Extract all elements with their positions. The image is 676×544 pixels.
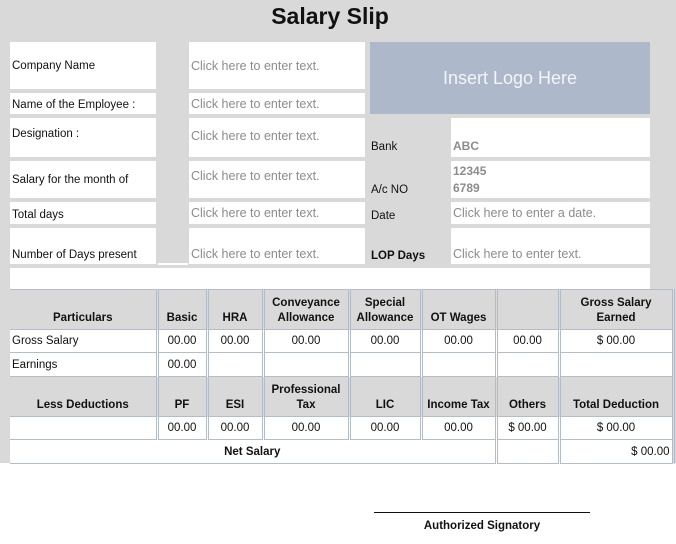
basic-value[interactable]: 00.00	[157, 330, 207, 353]
ot-wages-value[interactable]: 00.00	[421, 330, 496, 353]
cell[interactable]	[559, 353, 673, 377]
date-picker-input[interactable]: Click here to enter a date.	[451, 202, 650, 224]
salary-month-input[interactable]: Click here to enter text.	[189, 161, 365, 198]
row-label: Gross Salary	[10, 330, 157, 353]
label-salary-month: Salary for the month of	[10, 161, 156, 198]
deductions-row	[10, 417, 673, 440]
deductions-header-row	[10, 377, 673, 417]
header-blank	[496, 290, 559, 330]
header-professional-tax: Professional Tax	[263, 377, 349, 417]
hra-value[interactable]: 00.00	[207, 330, 263, 353]
spacer-row	[10, 268, 650, 289]
lic-value[interactable]: 00.00	[349, 417, 421, 440]
account-no-value[interactable]	[451, 161, 650, 198]
header-lic: LIC	[349, 377, 421, 417]
label-bank: Bank	[369, 118, 451, 157]
employee-name-input[interactable]: Click here to enter text.	[189, 93, 365, 114]
lop-days-input[interactable]: Click here to enter text.	[451, 228, 650, 264]
special-allowance-value[interactable]: 00.00	[349, 330, 421, 353]
header-pf: PF	[157, 377, 207, 417]
label-lop-days: LOP Days	[369, 228, 451, 264]
header-total-deduction: Total Deduction	[559, 377, 673, 417]
total-deduction-value: $ 00.00	[559, 417, 673, 440]
authorized-signatory-label: Authorized Signatory	[423, 520, 541, 532]
cell[interactable]	[496, 353, 559, 377]
label-designation: Designation :	[10, 118, 156, 157]
header-income-tax: Income Tax	[421, 377, 496, 417]
conveyance-value[interactable]: 00.00	[263, 330, 349, 353]
header-less-deductions: Less Deductions	[10, 377, 157, 417]
label-company-name: Company Name	[10, 42, 156, 89]
days-present-input[interactable]: Click here to enter text.	[189, 228, 365, 264]
other-earning-value[interactable]: 00.00	[496, 330, 559, 353]
professional-tax-value[interactable]: 00.00	[263, 417, 349, 440]
header-gross-salary-earned: Gross Salary Earned	[559, 290, 673, 330]
others-value[interactable]: $ 00.00	[496, 417, 559, 440]
header-hra: HRA	[207, 290, 263, 330]
cell[interactable]	[421, 353, 496, 377]
logo-placeholder[interactable]: Insert Logo Here	[370, 42, 650, 114]
designation-input[interactable]: Click here to enter text.	[189, 118, 365, 157]
divider	[158, 263, 188, 265]
salary-table	[10, 289, 675, 464]
earnings-row	[10, 353, 673, 377]
label-days-present: Number of Days present	[10, 228, 156, 264]
total-days-input[interactable]: Click here to enter text.	[189, 202, 365, 224]
label-date: Date	[369, 202, 451, 224]
company-name-input[interactable]: Click here to enter text.	[189, 42, 365, 89]
page-title: Salary Slip	[271, 3, 389, 29]
pf-value[interactable]: 00.00	[157, 417, 207, 440]
header-esi: ESI	[207, 377, 263, 417]
row-label	[10, 417, 157, 440]
esi-value[interactable]: 00.00	[207, 417, 263, 440]
net-salary-value: $ 00.00	[559, 440, 673, 464]
header-ot-wages: OT Wages	[421, 290, 496, 330]
earnings-basic-value[interactable]: 00.00	[157, 353, 207, 377]
signature-line	[374, 512, 590, 513]
gross-salary-row	[10, 330, 673, 353]
cell[interactable]	[349, 353, 421, 377]
header-others: Others	[496, 377, 559, 417]
gross-salary-earned-value: $ 00.00	[559, 330, 673, 353]
row-label: Earnings	[10, 353, 157, 377]
bank-name-value[interactable]: ABC	[451, 118, 650, 157]
header-special-allowance: Special Allowance	[349, 290, 421, 330]
header-conveyance: Conveyance Allowance	[263, 290, 349, 330]
label-account-no: A/c NO	[369, 161, 451, 198]
label-total-days: Total days	[10, 202, 156, 224]
net-salary-row	[10, 440, 673, 464]
income-tax-value[interactable]: 00.00	[421, 417, 496, 440]
account-no-line1: 12345	[453, 163, 487, 178]
cell	[496, 440, 559, 464]
label-employee-name: Name of the Employee :	[10, 93, 156, 114]
earnings-header-row	[10, 290, 673, 330]
header-particulars: Particulars	[10, 290, 157, 330]
net-salary-label: Net Salary	[10, 440, 496, 464]
header-basic: Basic	[157, 290, 207, 330]
cell[interactable]	[207, 353, 263, 377]
account-no-line2: 6789	[453, 180, 480, 195]
cell[interactable]	[263, 353, 349, 377]
